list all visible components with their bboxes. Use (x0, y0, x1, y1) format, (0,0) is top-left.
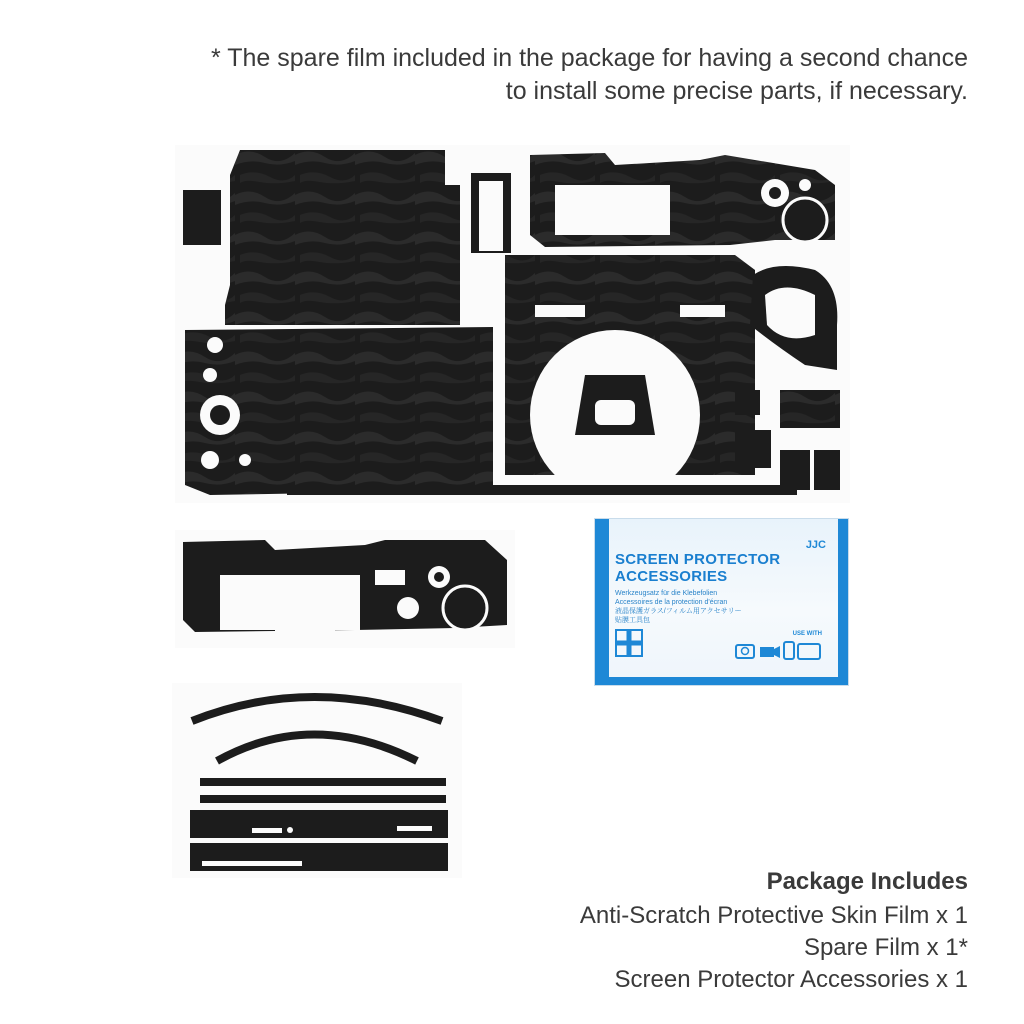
devices-icon (734, 639, 824, 661)
packet-edge-right (838, 519, 848, 685)
packet-sub-line: 贴膜工具包 (615, 617, 650, 624)
note-line-1: * The spare film included in the package for having a second chance (211, 44, 968, 72)
packet-title-line-1: SCREEN PROTECTOR (615, 551, 781, 568)
spare-film-note (148, 42, 968, 108)
packet-sub-line: Accessoires de la protection d'écran (615, 599, 728, 606)
main-skin-film-sheet (175, 145, 850, 503)
main-skin-film-graphic (175, 145, 850, 503)
packet-sub-line: 液晶保護ガラス/フィルム用アクセサリー (615, 608, 742, 615)
packet-edge-left (595, 519, 609, 685)
packet-title-line-2: ACCESSORIES (615, 568, 728, 585)
packet-title (615, 551, 780, 585)
packet-edge-bottom (595, 677, 848, 685)
trim-strips-graphic (172, 683, 462, 878)
package-item: Screen Protector Accessories x 1 (614, 966, 968, 993)
package-includes (368, 867, 968, 996)
package-includes-heading: Package Includes (766, 868, 968, 895)
packet-sub-line: Werkzeugsatz für die Klebefolien (615, 590, 718, 597)
back-panel-film (225, 150, 460, 325)
trim-strips-sheet (172, 683, 462, 878)
qr-code-icon (615, 629, 643, 657)
screen-protector-accessories-packet (594, 518, 849, 686)
note-line-2: to install some precise parts, if necessary. (505, 77, 968, 105)
use-with-label: USE WITH (792, 631, 822, 637)
package-item: Anti-Scratch Protective Skin Film x 1 (579, 902, 968, 929)
spare-film-sheet (175, 530, 515, 648)
brand-logo: JJC (805, 539, 826, 551)
spare-film-graphic (175, 530, 515, 648)
package-item: Spare Film x 1* (803, 934, 968, 961)
packet-subtitles (615, 589, 742, 625)
